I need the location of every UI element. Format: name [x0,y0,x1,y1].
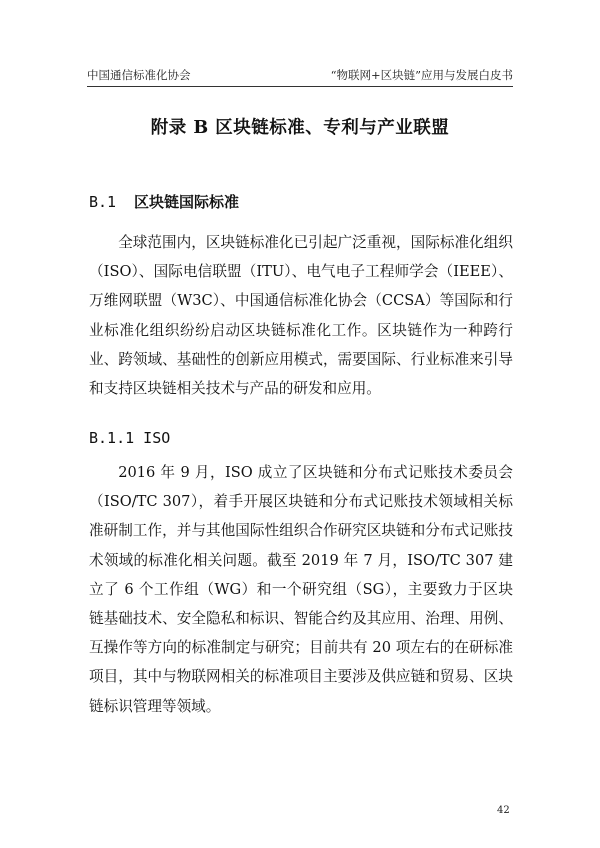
body-paragraph-intro: 全球范围内，区块链标准化已引起广泛重视，国际标准化组织（ISO）、国际电信联盟（ITU）、电气电子工程师学会（IEEE）、万维网联盟（W3C）、中国通信标准化协会（CCSA）等国际和行业标准化组织纷纷启动区块链标准化工作。区块链作为一种跨行业、跨领域、基础性的创新应用模式，需要国际、行业标准来引导和支持区块链相关技术与产品的研发和应用。 [89,234,513,398]
page-number: 42 [497,805,510,816]
header-divider [87,86,513,87]
header-document-title: “物联网+区块链”应用与发展白皮书 [330,68,513,82]
appendix-title: 附录 B 区块链标准、专利与产业联盟 [150,118,450,138]
body-paragraph-iso: 2016 年 9 月，ISO 成立了区块链和分布式记账技术委员会（ISO/TC 307），着手开展区块链和分布式记账技术领域相关标准研制工作，并与其他国际性组织合作研究区块链和分布式记账技术领域的标准化相关问题。截至 2019 年 7 月，ISO/TC 307 建立了 6 个工作组（WG）和一个研究组（SG），主要致力于区块链基础技术、安全隐私和标识、智能合约及其应用、治理、用例、互操作等方向的标准制定与研究；目前共有 20 项左右的在研标准项目，其中与物联网相关的标准项目主要涉及供应链和贸易、区块链标识管理等领域。 [89,464,513,715]
section-heading [89,190,239,214]
header-organization: 中国通信标准化协会 [87,68,191,82]
running-header [87,67,513,84]
subsection-heading: B.1.1 ISO [89,429,171,447]
section-title: 区块链国际标准 [134,193,240,211]
section-number: B.1 [89,193,117,211]
